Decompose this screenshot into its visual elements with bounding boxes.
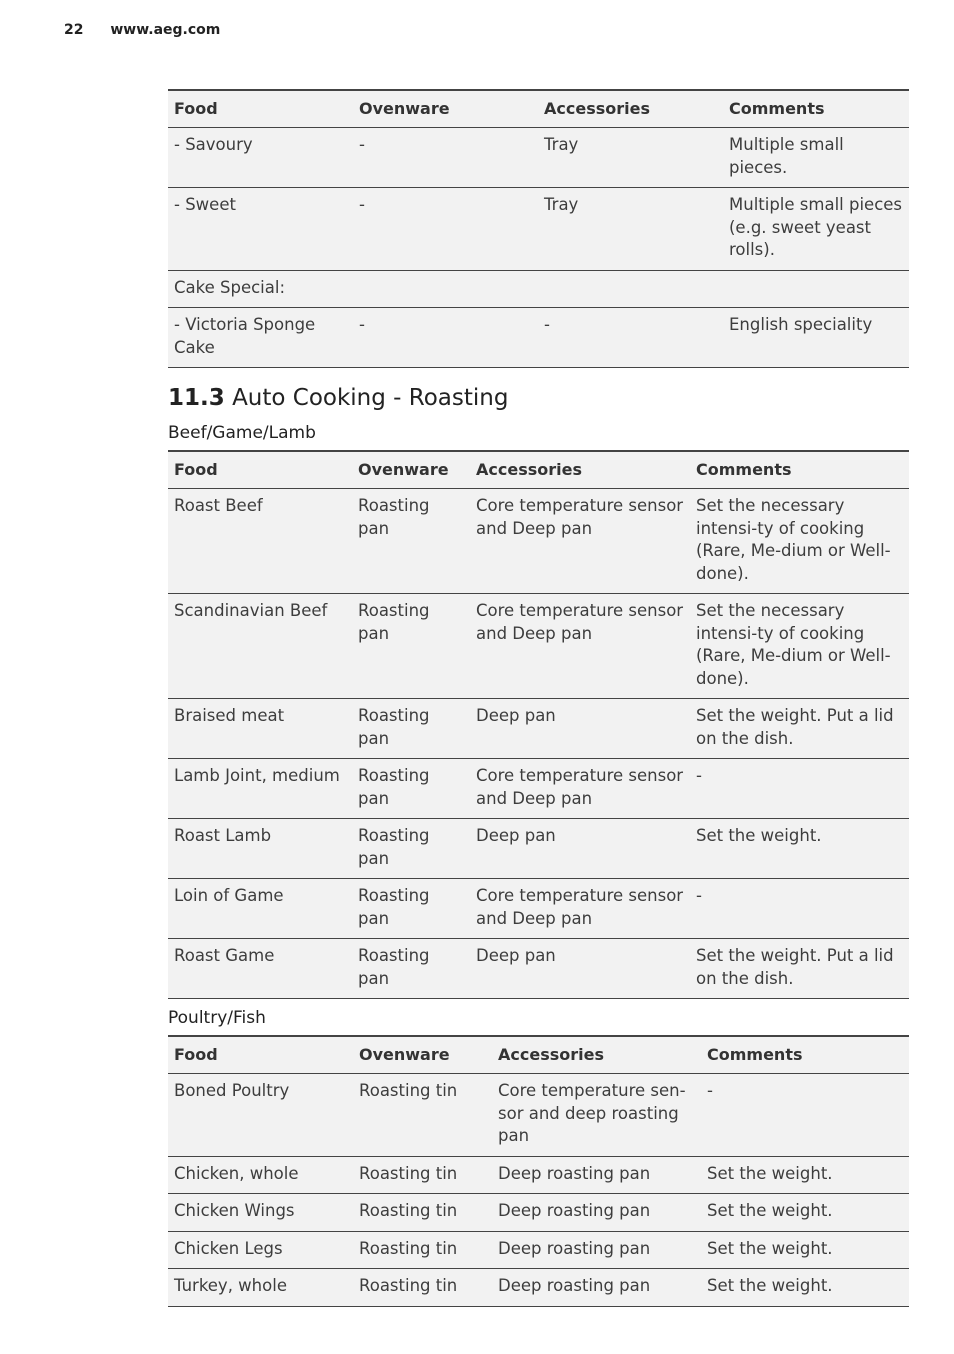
table-row	[168, 308, 909, 368]
table-cell: Roasting pan	[352, 879, 470, 939]
table-row	[168, 1231, 909, 1269]
table-cell: Roasting pan	[352, 759, 470, 819]
table-cell: Roast Game	[168, 939, 352, 999]
table-cell: Roasting tin	[353, 1269, 492, 1307]
table-row	[168, 188, 909, 271]
table-row	[168, 1269, 909, 1307]
column-header: Ovenware	[352, 451, 470, 489]
table-row	[168, 699, 909, 759]
table-row	[168, 1156, 909, 1194]
table-cell	[538, 270, 723, 308]
beef-table	[168, 450, 909, 999]
table-cell: Deep pan	[470, 819, 690, 879]
table-cell: Deep roasting pan	[492, 1194, 701, 1232]
table-cell: Set the weight.	[701, 1231, 909, 1269]
table-cell: Roasting pan	[352, 594, 470, 699]
table-cell: Core temperature sensor and Deep pan	[470, 489, 690, 594]
table-cell: Roasting tin	[353, 1156, 492, 1194]
table-row	[168, 270, 909, 308]
table-cell: Set the weight.	[701, 1156, 909, 1194]
table-cell: Multiple small pieces (e.g. sweet yeast rolls).	[723, 188, 909, 271]
table-cell: -	[538, 308, 723, 368]
table-cell: Set the necessary intensi-ty of cooking (Rare, Me-dium or Well-done).	[690, 489, 909, 594]
table-cell: - Victoria Sponge Cake	[168, 308, 353, 368]
column-header: Accessories	[538, 90, 723, 128]
column-header: Comments	[723, 90, 909, 128]
column-header: Food	[168, 1036, 353, 1074]
table-cell: Core temperature sen-sor and deep roasting pan	[492, 1074, 701, 1157]
table-cell: Loin of Game	[168, 879, 352, 939]
table-cell: -	[690, 879, 909, 939]
table-cell: English speciality	[723, 308, 909, 368]
table-cell: Lamb Joint, medium	[168, 759, 352, 819]
table-cell: Core temperature sensor and Deep pan	[470, 759, 690, 819]
table-cell: Deep roasting pan	[492, 1269, 701, 1307]
table-cell: Chicken Wings	[168, 1194, 353, 1232]
table-row	[168, 1074, 909, 1157]
table-cell: -	[353, 308, 538, 368]
table-cell: -	[353, 188, 538, 271]
poultry-table	[168, 1035, 909, 1307]
table-cell: Roasting tin	[353, 1194, 492, 1232]
table-cell: Boned Poultry	[168, 1074, 353, 1157]
table-cell: Multiple small pieces.	[723, 128, 909, 188]
table-row	[168, 879, 909, 939]
table-cell: - Sweet	[168, 188, 353, 271]
table-cell	[723, 270, 909, 308]
table-cell: -	[701, 1074, 909, 1157]
table-row	[168, 594, 909, 699]
beef-subheading: Beef/Game/Lamb	[168, 423, 316, 443]
column-header: Accessories	[470, 451, 690, 489]
table-cell: Roasting pan	[352, 819, 470, 879]
table-cell: Set the weight. Put a lid on the dish.	[690, 939, 909, 999]
table-cell: Tray	[538, 128, 723, 188]
table-cell: Set the weight. Put a lid on the dish.	[690, 699, 909, 759]
table-cell: Roast Lamb	[168, 819, 352, 879]
table-cell: Set the weight.	[701, 1269, 909, 1307]
section-number: 11.3	[168, 385, 225, 411]
table-row	[168, 819, 909, 879]
table-cell: Roasting pan	[352, 489, 470, 594]
table-cell: Core temperature sensor and Deep pan	[470, 594, 690, 699]
table-cell: Roasting tin	[353, 1231, 492, 1269]
column-header: Comments	[690, 451, 909, 489]
table-cell: Roast Beef	[168, 489, 352, 594]
table-row	[168, 1194, 909, 1232]
column-header: Ovenware	[353, 1036, 492, 1074]
table-header-row	[168, 1036, 909, 1074]
table-row	[168, 128, 909, 188]
table-cell: Chicken, whole	[168, 1156, 353, 1194]
cake-table	[168, 89, 909, 368]
table-row	[168, 489, 909, 594]
poultry-subheading: Poultry/Fish	[168, 1008, 266, 1028]
table-cell: Core temperature sensor and Deep pan	[470, 879, 690, 939]
table-cell: Set the necessary intensi-ty of cooking (Rare, Me-dium or Well-done).	[690, 594, 909, 699]
table-cell: Braised meat	[168, 699, 352, 759]
table-cell: Roasting pan	[352, 939, 470, 999]
column-header: Food	[168, 90, 353, 128]
table-cell: Deep pan	[470, 699, 690, 759]
table-cell: Deep roasting pan	[492, 1156, 701, 1194]
column-header: Food	[168, 451, 352, 489]
column-header: Ovenware	[353, 90, 538, 128]
table-cell: -	[690, 759, 909, 819]
table-cell: Scandinavian Beef	[168, 594, 352, 699]
page-content	[168, 89, 909, 1307]
table-cell: Set the weight.	[701, 1194, 909, 1232]
table-row	[168, 939, 909, 999]
table-cell: - Savoury	[168, 128, 353, 188]
page-header	[64, 22, 220, 38]
table-cell: -	[353, 128, 538, 188]
table-cell: Set the weight.	[690, 819, 909, 879]
page-number: 22	[64, 22, 84, 38]
table-header-row	[168, 90, 909, 128]
section-title	[168, 382, 909, 414]
table-row	[168, 759, 909, 819]
table-cell: Chicken Legs	[168, 1231, 353, 1269]
table-cell: Roasting tin	[353, 1074, 492, 1157]
table-cell: Cake Special:	[168, 270, 353, 308]
table-cell	[353, 270, 538, 308]
column-header: Accessories	[492, 1036, 701, 1074]
table-cell: Roasting pan	[352, 699, 470, 759]
section-heading: Auto Cooking - Roasting	[232, 385, 509, 411]
table-cell: Turkey, whole	[168, 1269, 353, 1307]
table-cell: Deep roasting pan	[492, 1231, 701, 1269]
site-url: www.aeg.com	[110, 22, 221, 38]
table-header-row	[168, 451, 909, 489]
table-cell: Tray	[538, 188, 723, 271]
column-header: Comments	[701, 1036, 909, 1074]
table-cell: Deep pan	[470, 939, 690, 999]
